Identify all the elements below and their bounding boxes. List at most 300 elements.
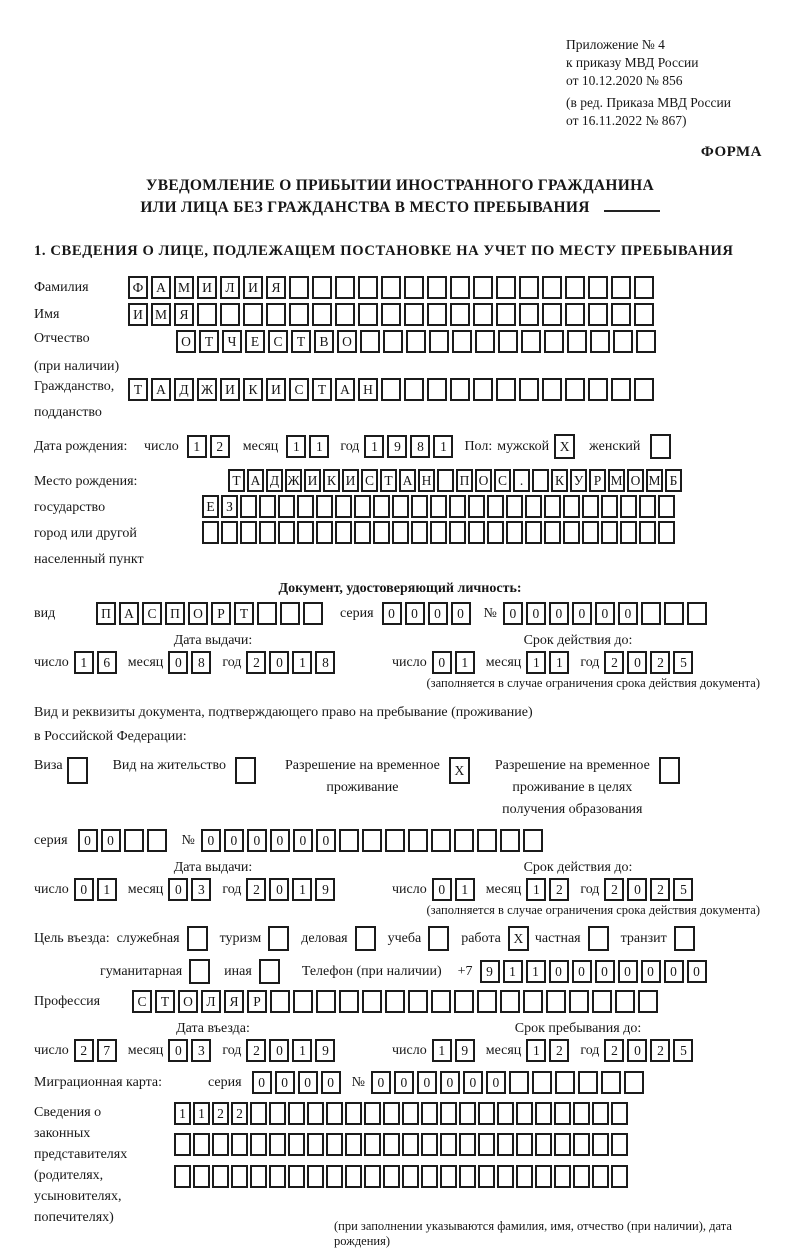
char-cell[interactable] <box>578 1071 598 1094</box>
char-cell[interactable]: Л <box>201 990 221 1013</box>
char-cell[interactable] <box>449 495 466 518</box>
char-cell[interactable]: И <box>266 378 286 401</box>
char-cell[interactable]: 0 <box>405 602 425 625</box>
char-cell[interactable] <box>516 1133 533 1156</box>
temporary-residence-checkbox[interactable]: X <box>449 757 470 784</box>
char-cell[interactable] <box>546 990 566 1013</box>
char-cell[interactable]: Р <box>589 469 606 492</box>
char-cell[interactable]: 8 <box>191 651 211 674</box>
char-cell[interactable] <box>174 1133 191 1156</box>
char-cell[interactable] <box>326 1133 343 1156</box>
char-cell[interactable] <box>592 1102 609 1125</box>
char-cell[interactable] <box>202 521 219 544</box>
char-cell[interactable] <box>658 495 675 518</box>
char-cell[interactable]: 1 <box>526 878 546 901</box>
char-cell[interactable] <box>383 1165 400 1188</box>
char-cell[interactable] <box>554 1165 571 1188</box>
char-cell[interactable] <box>535 1165 552 1188</box>
char-cell[interactable] <box>542 378 562 401</box>
char-cell[interactable] <box>497 1165 514 1188</box>
char-cell[interactable]: 0 <box>486 1071 506 1094</box>
purpose-other-checkbox[interactable] <box>259 959 280 984</box>
char-cell[interactable]: . <box>513 469 530 492</box>
char-cell[interactable]: 1 <box>455 651 475 674</box>
char-cell[interactable] <box>257 602 277 625</box>
char-cell[interactable] <box>404 378 424 401</box>
char-cell[interactable] <box>601 495 618 518</box>
char-cell[interactable] <box>212 1133 229 1156</box>
char-cell[interactable]: 5 <box>673 878 693 901</box>
char-cell[interactable]: 1 <box>549 651 569 674</box>
char-cell[interactable] <box>429 330 449 353</box>
char-cell[interactable] <box>450 276 470 299</box>
char-cell[interactable]: 0 <box>627 878 647 901</box>
char-cell[interactable] <box>496 303 516 326</box>
char-cell[interactable] <box>358 276 378 299</box>
char-cell[interactable] <box>544 495 561 518</box>
char-cell[interactable]: 8 <box>410 435 430 458</box>
char-cell[interactable] <box>373 495 390 518</box>
char-cell[interactable] <box>197 303 217 326</box>
char-cell[interactable] <box>440 1165 457 1188</box>
char-cell[interactable] <box>611 378 631 401</box>
char-cell[interactable] <box>259 521 276 544</box>
char-cell[interactable]: 1 <box>187 435 207 458</box>
char-cell[interactable]: 1 <box>286 435 306 458</box>
char-cell[interactable]: 0 <box>627 651 647 674</box>
char-cell[interactable]: 0 <box>572 602 592 625</box>
char-cell[interactable] <box>450 303 470 326</box>
education-residence-checkbox[interactable] <box>659 757 680 784</box>
char-cell[interactable] <box>440 1133 457 1156</box>
char-cell[interactable] <box>535 1133 552 1156</box>
char-cell[interactable] <box>459 1133 476 1156</box>
char-cell[interactable] <box>278 495 295 518</box>
char-cell[interactable] <box>307 1165 324 1188</box>
char-cell[interactable] <box>427 276 447 299</box>
char-cell[interactable]: 8 <box>315 651 335 674</box>
char-cell[interactable] <box>582 521 599 544</box>
char-cell[interactable]: М <box>608 469 625 492</box>
char-cell[interactable]: 0 <box>440 1071 460 1094</box>
char-cell[interactable] <box>335 495 352 518</box>
char-cell[interactable] <box>212 1165 229 1188</box>
char-cell[interactable]: 0 <box>641 960 661 983</box>
char-cell[interactable] <box>307 1102 324 1125</box>
char-cell[interactable] <box>243 303 263 326</box>
char-cell[interactable]: А <box>151 378 171 401</box>
char-cell[interactable] <box>421 1165 438 1188</box>
purpose-work-checkbox[interactable]: X <box>508 926 529 951</box>
char-cell[interactable] <box>392 521 409 544</box>
char-cell[interactable] <box>411 495 428 518</box>
char-cell[interactable] <box>573 1102 590 1125</box>
char-cell[interactable] <box>532 1071 552 1094</box>
char-cell[interactable] <box>620 495 637 518</box>
char-cell[interactable] <box>487 495 504 518</box>
char-cell[interactable] <box>307 1133 324 1156</box>
char-cell[interactable]: О <box>337 330 357 353</box>
male-checkbox[interactable]: X <box>554 434 575 459</box>
char-cell[interactable] <box>385 990 405 1013</box>
char-cell[interactable]: 2 <box>650 878 670 901</box>
char-cell[interactable]: М <box>646 469 663 492</box>
char-cell[interactable] <box>554 1102 571 1125</box>
char-cell[interactable] <box>270 990 290 1013</box>
char-cell[interactable] <box>592 1165 609 1188</box>
char-cell[interactable]: 3 <box>191 878 211 901</box>
char-cell[interactable] <box>269 1165 286 1188</box>
char-cell[interactable]: 1 <box>74 651 94 674</box>
char-cell[interactable] <box>521 330 541 353</box>
char-cell[interactable]: 0 <box>432 878 452 901</box>
char-cell[interactable] <box>404 276 424 299</box>
char-cell[interactable] <box>454 829 474 852</box>
char-cell[interactable] <box>250 1165 267 1188</box>
char-cell[interactable]: 0 <box>371 1071 391 1094</box>
char-cell[interactable] <box>406 330 426 353</box>
char-cell[interactable]: М <box>151 303 171 326</box>
char-cell[interactable] <box>345 1133 362 1156</box>
char-cell[interactable] <box>339 990 359 1013</box>
char-cell[interactable] <box>498 330 518 353</box>
char-cell[interactable]: И <box>128 303 148 326</box>
char-cell[interactable]: 0 <box>417 1071 437 1094</box>
purpose-tourism-checkbox[interactable] <box>268 926 289 951</box>
char-cell[interactable] <box>383 330 403 353</box>
char-cell[interactable] <box>478 1165 495 1188</box>
char-cell[interactable]: Я <box>224 990 244 1013</box>
char-cell[interactable] <box>500 829 520 852</box>
char-cell[interactable] <box>473 378 493 401</box>
residence-permit-card-checkbox[interactable] <box>235 757 256 784</box>
char-cell[interactable]: С <box>361 469 378 492</box>
char-cell[interactable]: 7 <box>97 1039 117 1062</box>
char-cell[interactable] <box>250 1133 267 1156</box>
char-cell[interactable]: З <box>221 495 238 518</box>
char-cell[interactable] <box>289 276 309 299</box>
char-cell[interactable]: 0 <box>78 829 98 852</box>
char-cell[interactable] <box>615 990 635 1013</box>
char-cell[interactable]: 9 <box>315 1039 335 1062</box>
char-cell[interactable] <box>408 990 428 1013</box>
char-cell[interactable] <box>636 330 656 353</box>
char-cell[interactable]: С <box>268 330 288 353</box>
char-cell[interactable] <box>362 829 382 852</box>
char-cell[interactable] <box>326 1102 343 1125</box>
char-cell[interactable]: 0 <box>269 878 289 901</box>
char-cell[interactable] <box>611 303 631 326</box>
char-cell[interactable] <box>592 990 612 1013</box>
char-cell[interactable] <box>381 303 401 326</box>
char-cell[interactable]: 2 <box>604 651 624 674</box>
char-cell[interactable] <box>360 330 380 353</box>
char-cell[interactable] <box>452 330 472 353</box>
char-cell[interactable] <box>358 303 378 326</box>
char-cell[interactable] <box>588 378 608 401</box>
char-cell[interactable]: О <box>176 330 196 353</box>
char-cell[interactable] <box>354 495 371 518</box>
char-cell[interactable] <box>565 378 585 401</box>
char-cell[interactable] <box>339 829 359 852</box>
char-cell[interactable] <box>297 521 314 544</box>
char-cell[interactable] <box>364 1133 381 1156</box>
char-cell[interactable]: 2 <box>549 878 569 901</box>
char-cell[interactable]: 0 <box>618 602 638 625</box>
char-cell[interactable] <box>345 1102 362 1125</box>
char-cell[interactable] <box>421 1133 438 1156</box>
char-cell[interactable] <box>563 495 580 518</box>
char-cell[interactable] <box>392 495 409 518</box>
char-cell[interactable] <box>431 990 451 1013</box>
char-cell[interactable]: 0 <box>101 829 121 852</box>
char-cell[interactable] <box>601 1071 621 1094</box>
char-cell[interactable]: 0 <box>168 878 188 901</box>
char-cell[interactable]: О <box>627 469 644 492</box>
char-cell[interactable] <box>240 521 257 544</box>
char-cell[interactable] <box>497 1133 514 1156</box>
char-cell[interactable]: Д <box>266 469 283 492</box>
char-cell[interactable]: 0 <box>503 602 523 625</box>
char-cell[interactable]: 5 <box>673 651 693 674</box>
char-cell[interactable] <box>565 276 585 299</box>
char-cell[interactable] <box>427 303 447 326</box>
char-cell[interactable] <box>269 1133 286 1156</box>
char-cell[interactable]: 2 <box>246 651 266 674</box>
char-cell[interactable]: 2 <box>246 1039 266 1062</box>
char-cell[interactable]: 1 <box>433 435 453 458</box>
char-cell[interactable]: 0 <box>252 1071 272 1094</box>
char-cell[interactable]: 0 <box>394 1071 414 1094</box>
char-cell[interactable] <box>381 276 401 299</box>
char-cell[interactable]: Т <box>228 469 245 492</box>
char-cell[interactable]: 9 <box>455 1039 475 1062</box>
char-cell[interactable] <box>437 469 454 492</box>
char-cell[interactable]: Т <box>312 378 332 401</box>
char-cell[interactable] <box>544 330 564 353</box>
char-cell[interactable] <box>259 495 276 518</box>
char-cell[interactable] <box>590 330 610 353</box>
char-cell[interactable] <box>459 1165 476 1188</box>
char-cell[interactable]: 1 <box>526 1039 546 1062</box>
char-cell[interactable] <box>316 521 333 544</box>
purpose-business-checkbox[interactable] <box>355 926 376 951</box>
char-cell[interactable] <box>477 829 497 852</box>
char-cell[interactable]: К <box>323 469 340 492</box>
char-cell[interactable] <box>554 1133 571 1156</box>
char-cell[interactable]: Т <box>199 330 219 353</box>
char-cell[interactable] <box>525 521 542 544</box>
char-cell[interactable]: 0 <box>526 602 546 625</box>
char-cell[interactable]: 0 <box>664 960 684 983</box>
char-cell[interactable] <box>473 303 493 326</box>
char-cell[interactable]: П <box>456 469 473 492</box>
char-cell[interactable] <box>613 330 633 353</box>
char-cell[interactable]: О <box>475 469 492 492</box>
char-cell[interactable] <box>454 990 474 1013</box>
char-cell[interactable]: К <box>551 469 568 492</box>
char-cell[interactable] <box>496 378 516 401</box>
char-cell[interactable]: 0 <box>168 651 188 674</box>
char-cell[interactable]: И <box>220 378 240 401</box>
char-cell[interactable]: 9 <box>315 878 335 901</box>
char-cell[interactable]: С <box>142 602 162 625</box>
char-cell[interactable] <box>430 495 447 518</box>
char-cell[interactable]: Т <box>234 602 254 625</box>
char-cell[interactable] <box>364 1102 381 1125</box>
char-cell[interactable] <box>431 829 451 852</box>
char-cell[interactable]: 2 <box>650 1039 670 1062</box>
char-cell[interactable] <box>240 495 257 518</box>
char-cell[interactable] <box>634 276 654 299</box>
char-cell[interactable] <box>620 521 637 544</box>
char-cell[interactable]: А <box>247 469 264 492</box>
char-cell[interactable]: 6 <box>97 651 117 674</box>
char-cell[interactable] <box>582 495 599 518</box>
char-cell[interactable]: 0 <box>168 1039 188 1062</box>
char-cell[interactable]: А <box>151 276 171 299</box>
char-cell[interactable]: 1 <box>309 435 329 458</box>
char-cell[interactable] <box>519 303 539 326</box>
visa-checkbox[interactable] <box>67 757 88 784</box>
char-cell[interactable] <box>519 276 539 299</box>
char-cell[interactable]: 0 <box>687 960 707 983</box>
char-cell[interactable]: Л <box>220 276 240 299</box>
char-cell[interactable] <box>289 303 309 326</box>
char-cell[interactable] <box>266 303 286 326</box>
char-cell[interactable]: И <box>243 276 263 299</box>
char-cell[interactable]: 1 <box>364 435 384 458</box>
char-cell[interactable] <box>402 1165 419 1188</box>
char-cell[interactable] <box>535 1102 552 1125</box>
char-cell[interactable] <box>250 1102 267 1125</box>
char-cell[interactable]: 2 <box>74 1039 94 1062</box>
char-cell[interactable]: 1 <box>503 960 523 983</box>
char-cell[interactable] <box>335 276 355 299</box>
char-cell[interactable]: 2 <box>604 878 624 901</box>
purpose-study-checkbox[interactable] <box>428 926 449 951</box>
char-cell[interactable] <box>231 1133 248 1156</box>
char-cell[interactable] <box>404 303 424 326</box>
char-cell[interactable]: В <box>314 330 334 353</box>
char-cell[interactable]: О <box>178 990 198 1013</box>
char-cell[interactable]: М <box>174 276 194 299</box>
char-cell[interactable]: 0 <box>382 602 402 625</box>
char-cell[interactable] <box>567 330 587 353</box>
char-cell[interactable]: Ф <box>128 276 148 299</box>
char-cell[interactable]: 2 <box>231 1102 248 1125</box>
char-cell[interactable]: Н <box>418 469 435 492</box>
char-cell[interactable]: Е <box>245 330 265 353</box>
char-cell[interactable]: Д <box>174 378 194 401</box>
char-cell[interactable] <box>569 990 589 1013</box>
char-cell[interactable]: Т <box>380 469 397 492</box>
char-cell[interactable]: 9 <box>387 435 407 458</box>
char-cell[interactable]: 0 <box>428 602 448 625</box>
char-cell[interactable] <box>496 276 516 299</box>
char-cell[interactable] <box>573 1165 590 1188</box>
purpose-official-checkbox[interactable] <box>187 926 208 951</box>
char-cell[interactable] <box>601 521 618 544</box>
char-cell[interactable] <box>335 521 352 544</box>
char-cell[interactable]: Р <box>211 602 231 625</box>
char-cell[interactable]: Н <box>358 378 378 401</box>
char-cell[interactable]: 0 <box>247 829 267 852</box>
char-cell[interactable]: Ч <box>222 330 242 353</box>
char-cell[interactable] <box>316 990 336 1013</box>
char-cell[interactable] <box>362 990 382 1013</box>
char-cell[interactable]: 0 <box>451 602 471 625</box>
char-cell[interactable] <box>297 495 314 518</box>
char-cell[interactable] <box>326 1165 343 1188</box>
char-cell[interactable] <box>288 1133 305 1156</box>
char-cell[interactable]: 0 <box>298 1071 318 1094</box>
char-cell[interactable] <box>516 1165 533 1188</box>
char-cell[interactable] <box>542 303 562 326</box>
char-cell[interactable]: 2 <box>210 435 230 458</box>
char-cell[interactable]: 5 <box>673 1039 693 1062</box>
char-cell[interactable]: Ж <box>197 378 217 401</box>
char-cell[interactable] <box>563 521 580 544</box>
char-cell[interactable]: 1 <box>174 1102 191 1125</box>
char-cell[interactable] <box>312 303 332 326</box>
char-cell[interactable]: 1 <box>526 960 546 983</box>
char-cell[interactable] <box>288 1102 305 1125</box>
char-cell[interactable] <box>385 829 405 852</box>
char-cell[interactable] <box>573 1133 590 1156</box>
char-cell[interactable] <box>523 990 543 1013</box>
char-cell[interactable]: 1 <box>455 878 475 901</box>
char-cell[interactable] <box>335 303 355 326</box>
char-cell[interactable] <box>506 521 523 544</box>
char-cell[interactable]: П <box>96 602 116 625</box>
char-cell[interactable]: С <box>132 990 152 1013</box>
char-cell[interactable]: 0 <box>275 1071 295 1094</box>
char-cell[interactable]: О <box>188 602 208 625</box>
char-cell[interactable]: 9 <box>480 960 500 983</box>
char-cell[interactable]: И <box>197 276 217 299</box>
char-cell[interactable] <box>408 829 428 852</box>
char-cell[interactable] <box>592 1133 609 1156</box>
char-cell[interactable]: 0 <box>432 651 452 674</box>
char-cell[interactable]: 0 <box>321 1071 341 1094</box>
char-cell[interactable]: 0 <box>595 602 615 625</box>
char-cell[interactable] <box>373 521 390 544</box>
char-cell[interactable] <box>174 1165 191 1188</box>
purpose-transit-checkbox[interactable] <box>674 926 695 951</box>
char-cell[interactable] <box>473 276 493 299</box>
char-cell[interactable] <box>638 990 658 1013</box>
char-cell[interactable]: Я <box>174 303 194 326</box>
char-cell[interactable]: 0 <box>270 829 290 852</box>
char-cell[interactable] <box>430 521 447 544</box>
char-cell[interactable] <box>269 1102 286 1125</box>
char-cell[interactable] <box>345 1165 362 1188</box>
char-cell[interactable] <box>506 495 523 518</box>
char-cell[interactable] <box>519 378 539 401</box>
char-cell[interactable] <box>639 495 656 518</box>
char-cell[interactable] <box>450 378 470 401</box>
char-cell[interactable] <box>468 495 485 518</box>
char-cell[interactable]: 2 <box>604 1039 624 1062</box>
char-cell[interactable] <box>402 1133 419 1156</box>
char-cell[interactable] <box>288 1165 305 1188</box>
char-cell[interactable] <box>381 378 401 401</box>
char-cell[interactable]: 1 <box>292 878 312 901</box>
char-cell[interactable] <box>383 1102 400 1125</box>
char-cell[interactable] <box>459 1102 476 1125</box>
char-cell[interactable] <box>220 303 240 326</box>
